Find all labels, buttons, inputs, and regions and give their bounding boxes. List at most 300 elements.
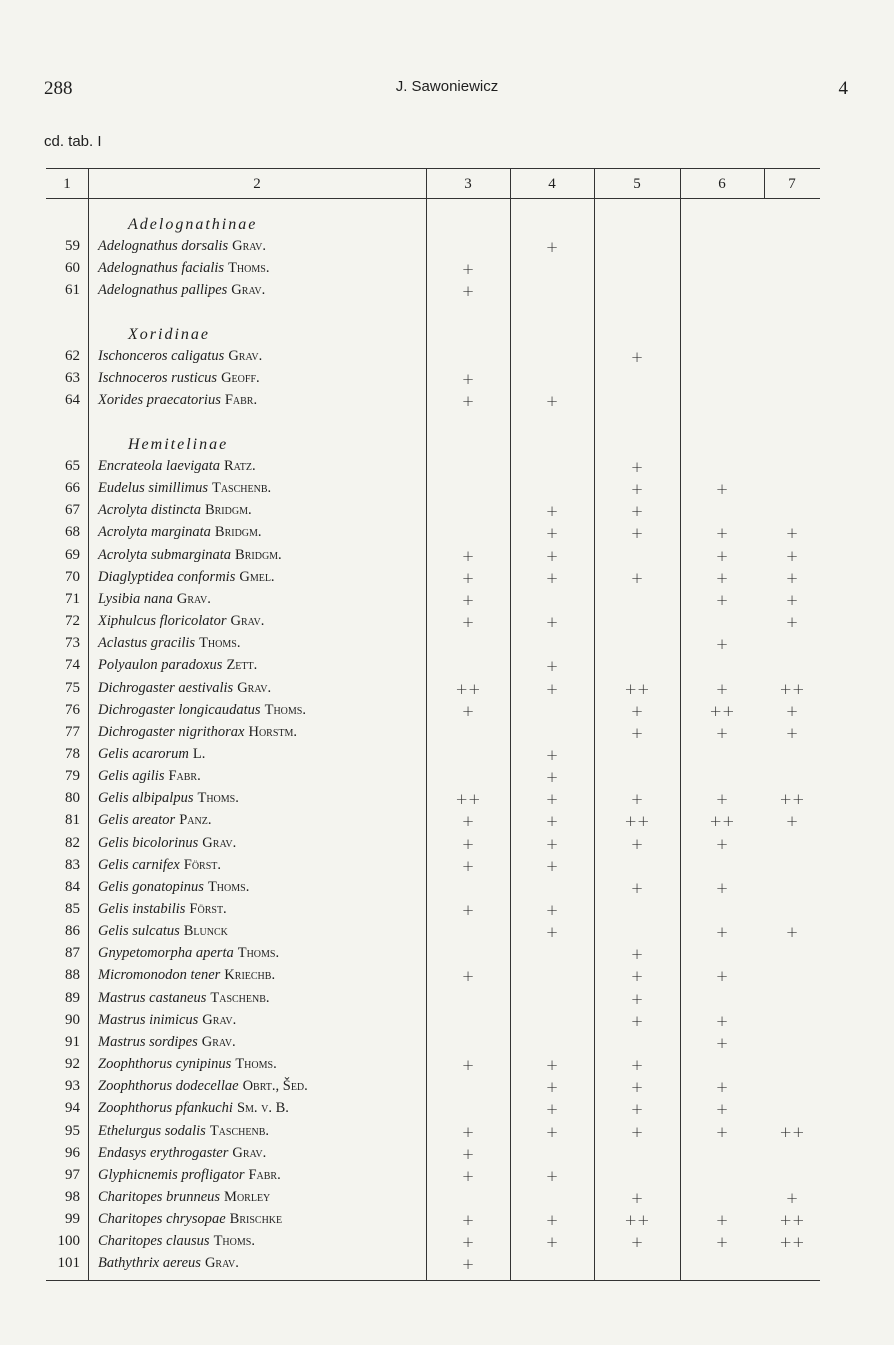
species-name	[98, 1211, 282, 1228]
occurrence-mark: +	[545, 901, 559, 919]
species-binomial: Acrolyta submarginata	[98, 546, 232, 563]
column-header: 5	[633, 176, 641, 192]
species-binomial: Gelis instabilis	[98, 901, 186, 917]
occurrence-mark: +	[545, 238, 559, 256]
row-number: 70	[65, 568, 80, 585]
species-name	[98, 680, 271, 697]
occurrence-mark: +	[630, 348, 644, 366]
row-number: 73	[65, 635, 80, 652]
row-number: 88	[65, 967, 80, 984]
species-authority: Grav.	[237, 679, 272, 696]
species-name	[98, 1056, 277, 1073]
table-row	[46, 348, 820, 370]
column-header: 1	[63, 176, 71, 192]
occurrence-mark: +	[461, 1144, 475, 1163]
species-binomial: Polyaulon paradoxus	[98, 657, 223, 674]
species-name	[98, 1189, 270, 1206]
row-number: 67	[65, 502, 80, 519]
species-binomial: Ethelurgus sodalis	[98, 1122, 206, 1139]
species-authority: Grav.	[202, 1011, 237, 1028]
occurrence-mark: +	[630, 1056, 644, 1075]
occurrence-mark: +	[630, 967, 644, 986]
species-authority: Thoms.	[237, 945, 280, 962]
species-binomial: Endasys erythrogaster	[98, 1144, 229, 1161]
table-row	[46, 392, 820, 414]
occurrence-mark: +	[715, 524, 729, 543]
table-caption: cd. tab. I	[44, 133, 102, 150]
species-authority: Taschenb.	[209, 1122, 269, 1139]
occurrence-mark: +	[545, 768, 559, 787]
occurrence-mark: +	[785, 546, 799, 565]
row-number: 86	[65, 923, 80, 940]
species-authority: Grav.	[202, 834, 237, 851]
occurrence-mark: +	[630, 1011, 644, 1030]
table-row	[46, 990, 820, 1012]
occurrence-mark: +	[715, 1211, 729, 1230]
row-number: 64	[65, 392, 80, 409]
species-binomial: Gnypetomorpha aperta	[98, 945, 234, 962]
species-authority: Blunck	[183, 923, 228, 940]
occurrence-mark: ++	[455, 790, 481, 809]
species-authority: Thoms.	[197, 790, 239, 807]
page-number: 288	[44, 78, 73, 99]
row-number: 82	[65, 834, 80, 851]
occurrence-mark: +	[630, 458, 644, 476]
table-row	[46, 680, 820, 702]
occurrence-mark: +	[630, 878, 644, 897]
occurrence-mark: ++	[779, 1211, 805, 1230]
species-authority: Grav.	[230, 613, 265, 630]
row-number: 71	[65, 590, 80, 607]
occurrence-mark: +	[630, 834, 644, 853]
species-authority: Thoms.	[213, 1233, 255, 1250]
table-row	[46, 702, 820, 724]
species-authority: Zett.	[226, 657, 258, 674]
occurrence-mark: +	[461, 1255, 475, 1274]
row-number: 69	[65, 546, 80, 563]
table-row	[46, 370, 820, 392]
occurrence-mark: +	[461, 590, 475, 609]
running-title-author: J. Sawoniewicz	[395, 78, 499, 95]
species-authority: Grav.	[228, 348, 263, 364]
occurrence-mark: +	[545, 790, 559, 809]
occurrence-mark: ++	[779, 1233, 805, 1252]
table-row	[46, 1123, 820, 1145]
species-binomial: Aclastus gracilis	[98, 635, 196, 652]
species-binomial: Gelis acarorum	[98, 745, 189, 762]
occurrence-mark: +	[785, 723, 799, 742]
species-name	[98, 569, 275, 586]
species-name	[98, 1078, 308, 1095]
species-binomial: Acrolyta distincta	[98, 502, 201, 519]
species-binomial: Adelognathus pallipes	[98, 282, 228, 299]
column-header: 3	[464, 176, 472, 192]
species-name	[98, 790, 239, 807]
occurrence-mark: +	[630, 502, 644, 521]
occurrence-mark: +	[630, 989, 644, 1008]
occurrence-mark: +	[630, 1233, 644, 1252]
occurrence-mark: +	[461, 370, 475, 389]
row-number: 65	[65, 458, 80, 474]
occurrence-mark: +	[630, 723, 644, 742]
occurrence-mark: +	[785, 568, 799, 587]
row-number: 91	[65, 1033, 80, 1050]
table-row	[46, 724, 820, 746]
occurrence-mark: ++	[709, 701, 735, 720]
occurrence-mark: +	[715, 568, 729, 587]
occurrence-mark: +	[545, 1056, 559, 1075]
species-name	[98, 635, 240, 652]
row-number: 79	[65, 768, 80, 785]
species-binomial: Gelis sulcatus	[98, 923, 180, 940]
table-row	[46, 569, 820, 591]
column-header: 7	[788, 176, 796, 192]
species-binomial: Acrolyta marginata	[98, 524, 211, 541]
species-name	[98, 502, 252, 519]
row-number: 97	[65, 1166, 80, 1183]
group-title: Hemitelinae	[128, 436, 229, 453]
row-number: 90	[65, 1011, 80, 1028]
species-binomial: Ischonceros caligatus	[98, 348, 225, 364]
row-number: 84	[65, 878, 80, 895]
species-authority: Gmel.	[239, 568, 275, 585]
species-name	[98, 702, 306, 719]
table-row	[46, 1100, 820, 1122]
species-authority: Först.	[189, 901, 227, 917]
occurrence-mark: +	[461, 392, 475, 411]
species-binomial: Gelis albipalpus	[98, 790, 194, 807]
species-name	[98, 1034, 236, 1051]
species-name	[98, 879, 249, 896]
species-name	[98, 812, 211, 829]
species-name	[98, 1123, 269, 1140]
species-binomial: Lysibia nana	[98, 590, 173, 607]
occurrence-mark: +	[545, 856, 559, 875]
column-header: 4	[548, 176, 556, 192]
occurrence-mark: +	[630, 945, 644, 964]
species-authority: Först.	[183, 856, 222, 873]
occurrence-mark: +	[785, 524, 799, 543]
occurrence-mark: +	[715, 1233, 729, 1252]
occurrence-mark: +	[461, 260, 475, 279]
occurrence-mark: ++	[779, 679, 805, 698]
table-row	[46, 945, 820, 967]
row-number: 62	[65, 348, 80, 364]
occurrence-mark: +	[461, 701, 475, 720]
species-name	[98, 1233, 255, 1250]
table-row	[46, 901, 820, 923]
species-authority: Taschenb.	[210, 989, 270, 1006]
occurrence-mark: +	[461, 1056, 475, 1075]
occurrence-mark: +	[545, 657, 559, 676]
species-binomial: Zoophthorus pfankuchi	[98, 1100, 233, 1117]
species-authority: Grav.	[232, 238, 267, 254]
occurrence-mark: +	[545, 923, 559, 942]
occurrence-mark: +	[715, 1078, 729, 1097]
species-binomial: Encrateola laevigata	[98, 458, 221, 474]
occurrence-mark: +	[545, 1100, 559, 1119]
occurrence-mark: +	[461, 1122, 475, 1141]
occurrence-mark: +	[630, 1122, 644, 1141]
row-number: 85	[65, 901, 80, 917]
table-top-rule	[46, 168, 820, 169]
occurrence-mark: +	[630, 790, 644, 809]
table-row	[46, 1078, 820, 1100]
species-name	[98, 1012, 236, 1029]
species-binomial: Adelognathus dorsalis	[98, 238, 229, 254]
occurrence-mark: +	[785, 613, 799, 632]
species-binomial: Glyphicnemis profligator	[98, 1166, 245, 1183]
occurrence-mark: +	[715, 790, 729, 809]
species-name	[98, 945, 279, 962]
species-binomial: Gelis areator	[98, 812, 176, 829]
species-name	[98, 1100, 289, 1117]
occurrence-mark: +	[545, 1122, 559, 1141]
table-row	[46, 480, 820, 502]
occurrence-mark: ++	[455, 679, 481, 698]
species-name	[98, 967, 275, 984]
table-row	[46, 1255, 820, 1277]
occurrence-mark: +	[461, 834, 475, 853]
occurrence-mark: +	[715, 679, 729, 698]
table-row	[46, 591, 820, 613]
species-authority: Thoms.	[235, 1056, 277, 1073]
table-row	[46, 768, 820, 790]
species-binomial: Charitopes brunneus	[98, 1188, 221, 1205]
species-name	[98, 923, 228, 940]
table-row	[46, 835, 820, 857]
species-name	[98, 835, 236, 852]
table-row	[46, 1145, 820, 1167]
table-row	[46, 1211, 820, 1233]
occurrence-mark: +	[545, 613, 559, 632]
table-row	[46, 967, 820, 989]
species-authority: Horstm.	[248, 723, 298, 740]
table-row	[46, 790, 820, 812]
occurrence-mark: +	[715, 923, 729, 942]
table-row	[46, 923, 820, 945]
species-binomial: Diaglyptidea conformis	[98, 568, 236, 585]
species-authority: Morley	[224, 1188, 271, 1205]
species-name	[98, 1255, 239, 1272]
species-authority: Panz.	[179, 812, 212, 829]
row-number: 95	[65, 1122, 80, 1139]
occurrence-mark: +	[461, 546, 475, 565]
species-binomial: Gelis agilis	[98, 768, 165, 785]
row-number: 100	[57, 1233, 80, 1250]
species-authority: Obrt., Šed.	[242, 1078, 308, 1095]
species-name	[98, 591, 211, 608]
table-row	[46, 746, 820, 768]
table-row	[46, 1167, 820, 1189]
species-name	[98, 746, 205, 763]
occurrence-mark: +	[545, 1166, 559, 1185]
row-number: 63	[65, 370, 80, 387]
table-row	[46, 812, 820, 834]
table-row	[46, 657, 820, 679]
occurrence-mark: +	[461, 613, 475, 632]
table-row	[46, 857, 820, 879]
row-number: 92	[65, 1056, 80, 1073]
row-number: 96	[65, 1144, 80, 1161]
occurrence-mark: ++	[624, 812, 650, 831]
species-binomial: Micromonodon tener	[98, 967, 221, 984]
species-authority: Grav.	[176, 590, 211, 607]
row-number: 77	[65, 723, 80, 740]
species-binomial: Gelis gonatopinus	[98, 878, 204, 895]
row-number: 89	[65, 989, 80, 1006]
species-authority: Fabr.	[168, 768, 201, 785]
row-number: 72	[65, 613, 80, 630]
occurrence-mark: +	[715, 590, 729, 609]
table-row	[46, 1233, 820, 1255]
species-binomial: Zoophthorus cynipinus	[98, 1056, 232, 1073]
row-number: 76	[65, 701, 80, 718]
species-name	[98, 282, 265, 299]
species-binomial: Ischnoceros rusticus	[98, 370, 218, 387]
row-number: 93	[65, 1078, 80, 1095]
species-binomial: Dichrogaster longicaudatus	[98, 701, 261, 718]
row-number: 68	[65, 524, 80, 541]
species-binomial: Charitopes clausus	[98, 1233, 210, 1250]
occurrence-mark: +	[715, 834, 729, 853]
occurrence-mark: +	[630, 480, 644, 499]
occurrence-mark: +	[545, 524, 559, 543]
species-name	[98, 657, 257, 674]
row-number: 80	[65, 790, 80, 807]
occurrence-mark: +	[715, 1011, 729, 1030]
species-name	[98, 613, 264, 630]
species-authority: Thoms.	[264, 701, 306, 718]
occurrence-mark: +	[715, 878, 729, 897]
species-name	[98, 392, 257, 409]
species-authority: Grav.	[231, 282, 266, 299]
occurrence-mark: +	[715, 1100, 729, 1119]
species-binomial: Charitopes chrysopae	[98, 1211, 226, 1228]
table-row	[46, 260, 820, 282]
occurrence-mark: +	[461, 812, 475, 831]
species-name	[98, 260, 269, 277]
species-binomial: Adelognathus facialis	[98, 260, 225, 277]
row-number: 81	[65, 812, 80, 829]
species-name	[98, 547, 282, 564]
occurrence-mark: +	[715, 480, 729, 499]
row-number: 83	[65, 856, 80, 873]
species-name	[98, 1145, 266, 1162]
species-name	[98, 480, 271, 497]
species-binomial: Dichrogaster nigrithorax	[98, 723, 245, 740]
occurrence-mark: +	[461, 856, 475, 875]
occurrence-mark: +	[461, 282, 475, 301]
occurrence-mark: +	[545, 1211, 559, 1230]
species-name	[98, 1167, 281, 1184]
species-authority: Sm. v. B.	[236, 1100, 289, 1117]
occurrence-mark: ++	[709, 812, 735, 831]
table-row	[46, 458, 820, 480]
species-binomial: Gelis bicolorinus	[98, 834, 199, 851]
occurrence-mark: +	[545, 679, 559, 698]
occurrence-mark: +	[545, 502, 559, 521]
occurrence-mark: +	[715, 1033, 729, 1052]
table-row	[46, 635, 820, 657]
part-number: 4	[838, 78, 848, 99]
group-title: Xoridinae	[128, 326, 210, 343]
species-binomial: Eudelus simillimus	[98, 480, 208, 497]
row-number: 74	[65, 657, 80, 674]
species-name	[98, 901, 227, 918]
species-name	[98, 768, 201, 785]
species-authority: Taschenb.	[211, 480, 272, 497]
table-row	[46, 879, 820, 901]
occurrence-mark: +	[630, 1188, 644, 1207]
species-name	[98, 458, 256, 475]
occurrence-mark: +	[545, 546, 559, 565]
occurrence-mark: +	[461, 901, 475, 919]
table-row	[46, 1034, 820, 1056]
occurrence-mark: +	[461, 1166, 475, 1185]
species-binomial: Xorides praecatorius	[98, 392, 221, 409]
species-authority: Geoff.	[221, 370, 260, 387]
species-authority: Bridgm.	[235, 546, 282, 563]
table-row	[46, 613, 820, 635]
species-authority: Thoms.	[228, 260, 270, 277]
species-authority: Bridgm.	[214, 524, 262, 541]
occurrence-mark: +	[715, 723, 729, 742]
table-row	[46, 1189, 820, 1211]
table-row	[46, 238, 820, 260]
occurrence-mark: +	[545, 812, 559, 831]
column-header: 6	[718, 176, 726, 192]
species-name	[98, 238, 266, 255]
species-name	[98, 857, 221, 874]
occurrence-mark: +	[715, 635, 729, 654]
row-number: 99	[65, 1211, 80, 1228]
occurrence-mark: +	[715, 546, 729, 565]
species-name	[98, 724, 297, 741]
row-number: 66	[65, 480, 80, 497]
occurrence-mark: +	[715, 1122, 729, 1141]
species-authority: Kriechb.	[224, 967, 276, 984]
species-authority: Thoms.	[199, 635, 241, 652]
occurrence-mark: +	[630, 1100, 644, 1119]
species-binomial: Mastrus castaneus	[98, 989, 207, 1006]
species-name	[98, 370, 260, 387]
row-number: 60	[65, 260, 80, 277]
occurrence-mark: +	[785, 923, 799, 942]
species-name	[98, 348, 262, 365]
occurrence-mark: +	[630, 701, 644, 720]
species-authority: Grav.	[201, 1033, 236, 1050]
occurrence-mark: +	[785, 701, 799, 720]
table-row	[46, 1012, 820, 1034]
species-authority: Bridgm.	[204, 502, 252, 519]
occurrence-mark: ++	[779, 790, 805, 809]
row-number: 75	[65, 679, 80, 696]
table-row	[46, 547, 820, 569]
occurrence-mark: +	[461, 1211, 475, 1230]
table-row	[46, 282, 820, 304]
species-name	[98, 524, 262, 541]
occurrence-mark: +	[461, 568, 475, 587]
occurrence-mark: +	[630, 1078, 644, 1097]
occurrence-mark: +	[785, 1188, 799, 1207]
table-header-rule	[46, 198, 820, 199]
species-binomial: Zoophthorus dodecellae	[98, 1078, 239, 1095]
occurrence-mark: +	[545, 1233, 559, 1252]
species-authority: Fabr.	[224, 392, 258, 409]
occurrence-mark: +	[630, 568, 644, 587]
group-title: Adelognathinae	[128, 216, 258, 233]
